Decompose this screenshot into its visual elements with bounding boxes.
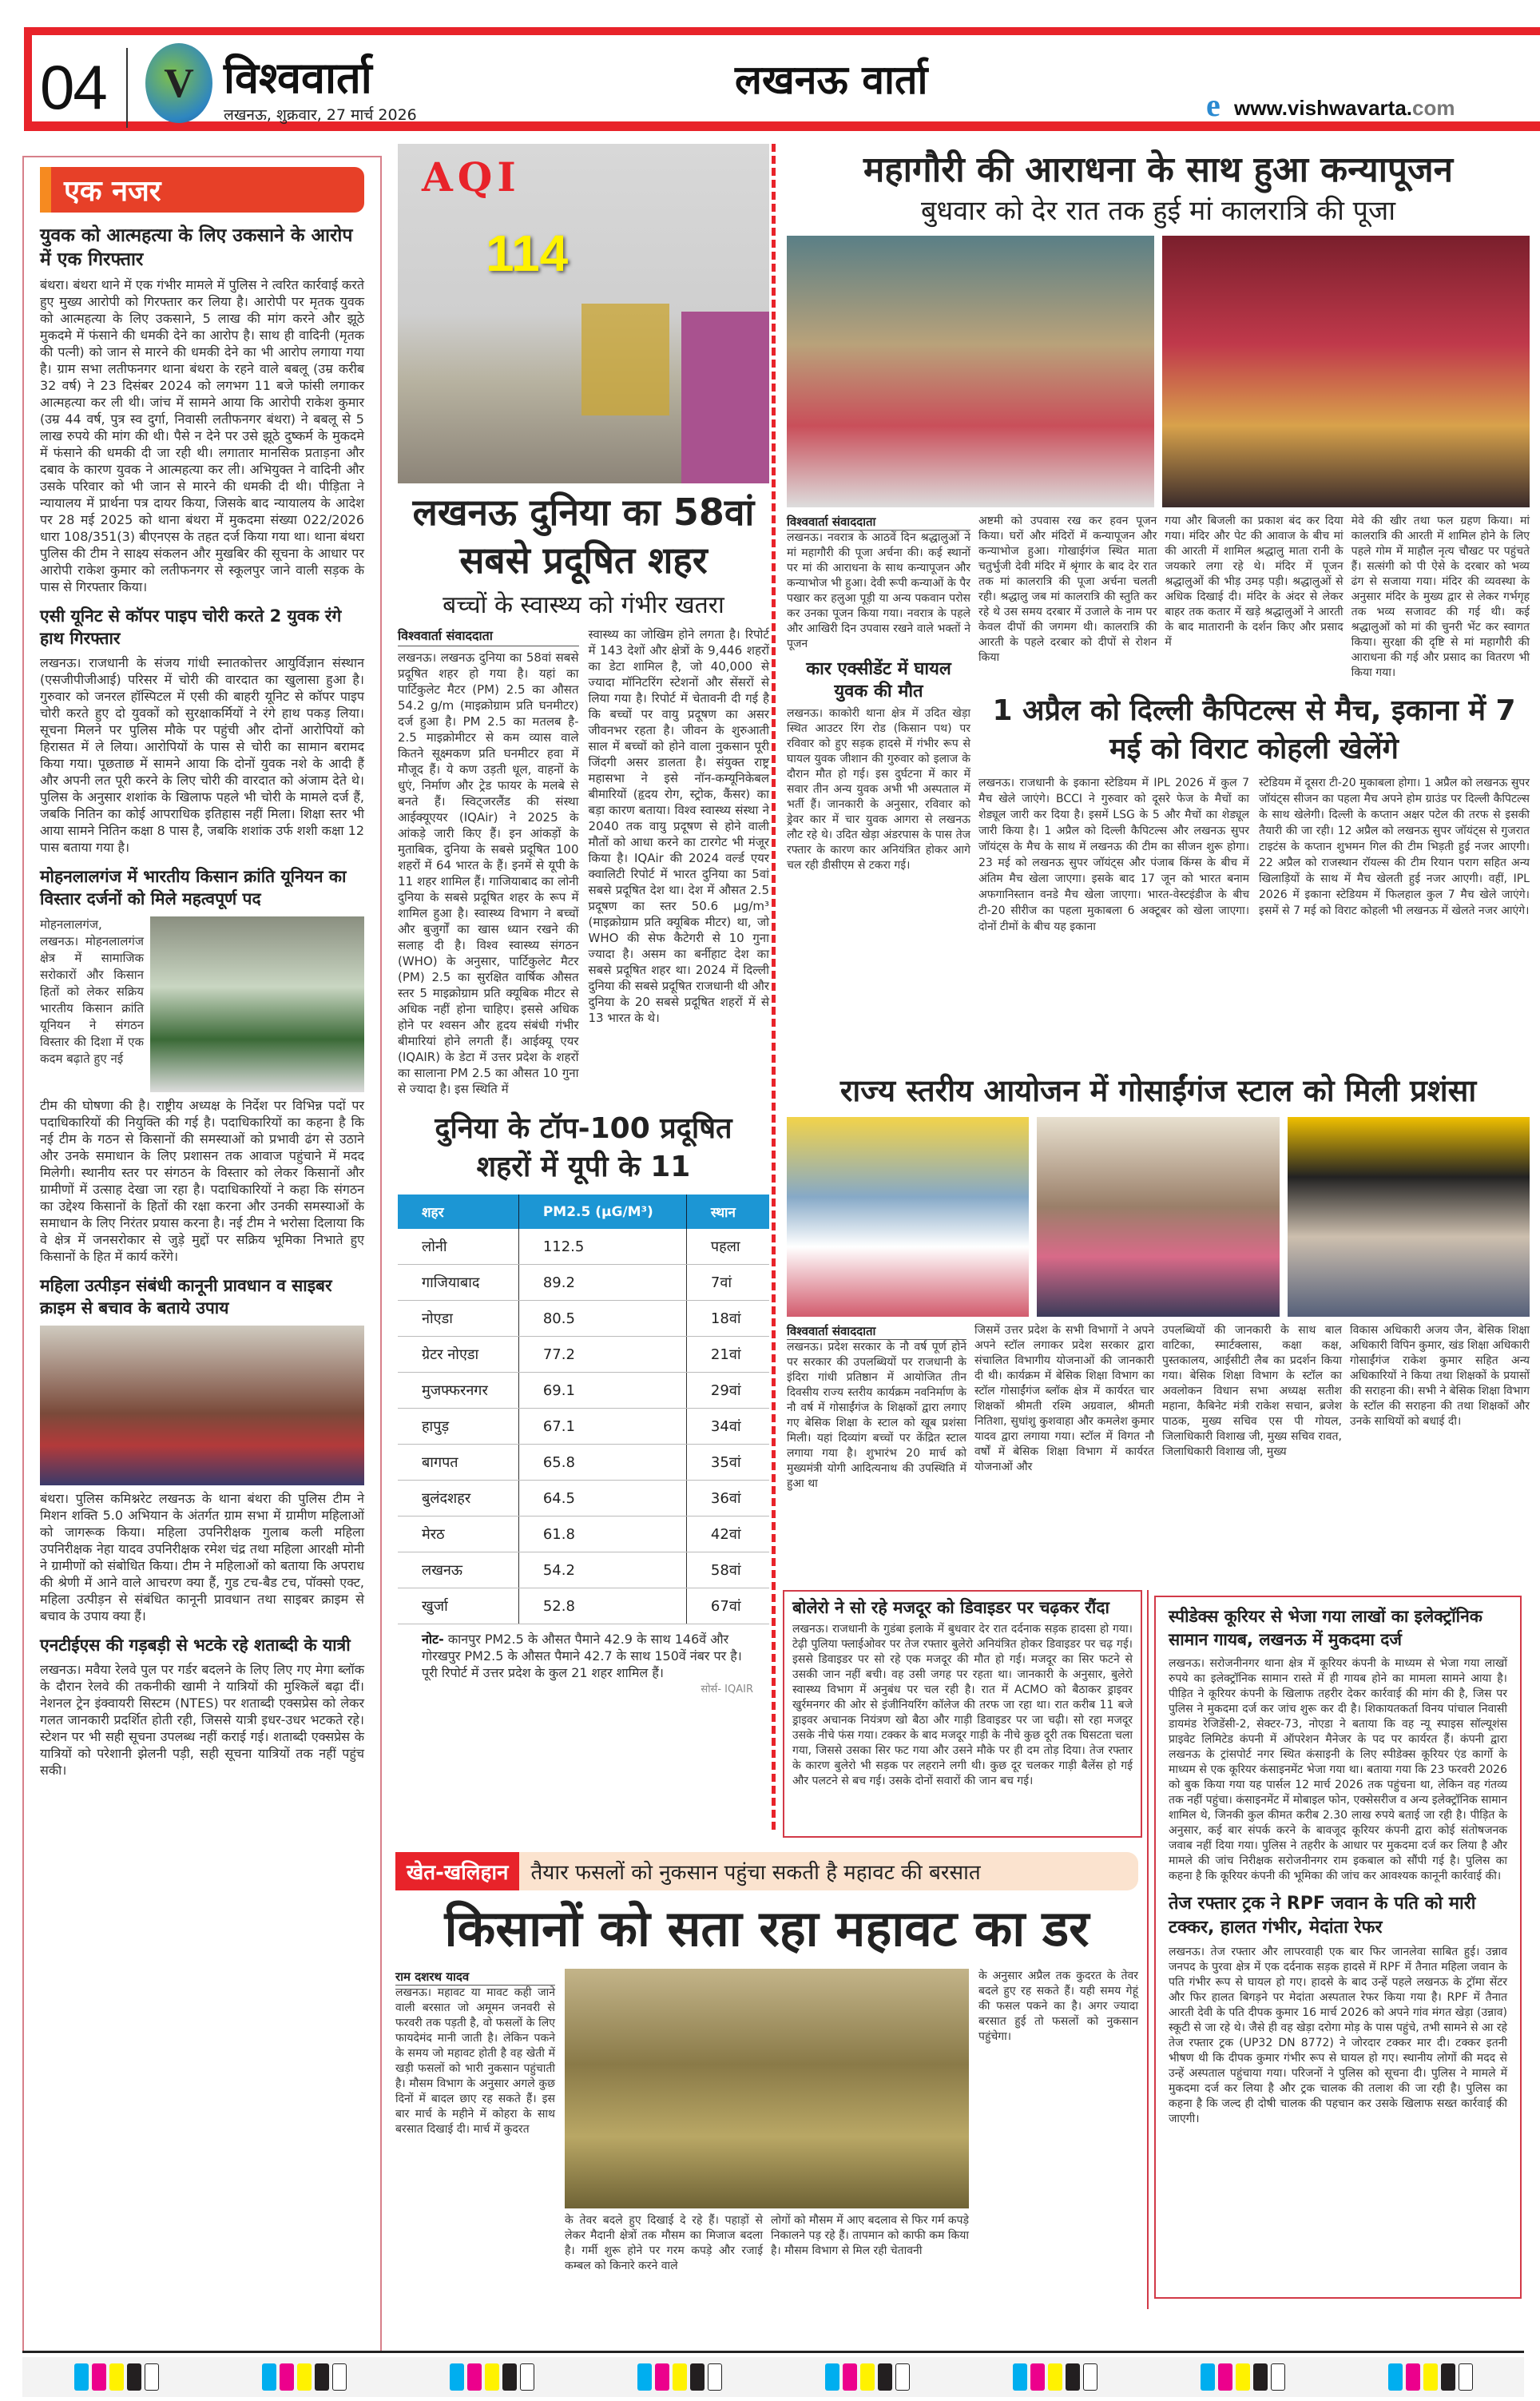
aqi-body-col2: स्वास्थ्य का जोखिम होने लगता है। रिपोर्ट में 143 देशों और क्षेत्रों के 9,446 शहरों का डेटा शामिल है, जो 40,000 से ज्यादा मॉनिटरिंग स्टेशनों और सेंसरों से लिया गया है। रिपोर्ट में चेतावनी दी गई है कि बच्चों पर वायु प्रदूषण का असर जीवनभर रहता है। जीवन के शुरुआती साल में बच्चों को होने वाला नुकसान पूरी जिंदगी असर डालता है। संयुक्त राष्ट्र महासभा ने इसे नॉन-कम्यूनिकेबल बीमारियों (हृदय रोग, स्ट्रोक, कैंसर) का बड़ा कारण बताया। विश्व स्वास्थ्य संस्था ने 2040 तक वायु प्रदूषण से होने वाली मौतों को आधा करने का टारगेट भी मंजूर किया है। IQAir की 2024 वर्ल्ड एयर क्वालिटी रिपोर्ट में भारत दुनिया का 5वां सबसे प्रदूषित देश था। देश में औसत 2.5 प्रदूषण का स्तर 50.6 μg/m³ (माइक्रोग्राम प्रति क्यूबिक मीटर) था, जो WHO की सेफ कैटेगरी से 10 गुना ज्यादा है। असम का बर्नीहाट देश का सबसे प्रदूषित शहर था। 2024 में दिल्ली दुनिया की सबसे प्रदूषित राजधानी थी और दुनिया के 20 सबसे प्रदूषित शहरों में से 13 भारत के थे। [588, 627, 769, 1025]
story-intro: मोहनलालगंज, लखनऊ। मोहनलालगंज क्षेत्र में सामाजिक सरोकारों और किसान हितों को लेकर सक्रिय भारतीय किसान क्रांति यूनियन ने संगठन विस्तार की दिशा में एक कदम बढ़ाते हुए नई [40, 917, 144, 1066]
website-link[interactable] [1234, 96, 1455, 121]
column-header-pm25: PM2.5 (μG/M³) [518, 1195, 686, 1229]
pollution-table [398, 1195, 769, 1624]
cell-city: नोएडा [398, 1301, 518, 1337]
story-body: लखनऊ। राजधानी के संजय गांधी स्नातकोत्तर आयुर्विज्ञान संस्थान (एसजीपीजीआई) परिसर में चोरी की वारदात का खुलासा हुआ है। गुरुवार को जनरल हॉस्पिटल में एसी की बाहरी यूनिट से कॉपर पाइप चोरी करते हुए दो युवकों को सुरक्षाकर्मियों ने रंगे हाथ पकड़ लिया। सूचना मिलने पर पुलिस मौके पर पहुंची और दोनों आरोपियों को हिरासत में ले लिया। आरोपियों के पास से चोरी का सामान बरामद किया गया। पूछताछ में सामने आया कि दोनों युवक नशे के आदी हैं और अपनी लत पूरी करने के लिए चोरी की वारदात को अंजाम देते थे। पुलिस के अनुसार शशांक के खिलाफ पहले भी चोरी के मामले दर्ज हैं, जबकि नितिन का कोई आपराधिक इतिहास नहीं मिला। शिक्षा स्तर भी आया सामने नितिन कक्षा 8 पास है, जबकि शशांक उर्फ शशी कक्षा 12 पास बताया गया है। [40, 655, 365, 855]
farm-body-col4: के अनुसार अप्रैल तक कुदरत के तेवर बदले हुए रह सकते हैं। यही समय गेहूं की फसल पकने का है। अगर ज्यादा बरसात हुई तो फसलों को नुकसान पहुंचेगा। [978, 1970, 1138, 2043]
cell-rank: 36वां [686, 1481, 769, 1517]
cmyk-registration-mark [1201, 2363, 1285, 2391]
table-row [398, 1445, 769, 1481]
aqi-label: AQI [422, 153, 521, 201]
gosainganj-body-col4: विकास अधिकारी अजय जैन, बेसिक शिक्षा अधिकारी विपिन कुमार, खंड शिक्षा अधिकारी गोसाईंगंज राकेश कुमार सहित अन्य अधिकारियों ने किया तथा शिक्षकों के प्रयासों की सराहना की। सभी ने बेसिक शिक्षा विभाग के स्टॉल की सराहना की तथा शिक्षकों और उनके साथियों को बधाई दी। [1350, 1324, 1530, 1428]
navratri-subhead: बुधवार को देर रात तक हुई मां कालरात्रि की पूजा [920, 195, 1396, 227]
ipl-headline: 1 अप्रैल को दिल्ली कैपिटल्स से मैच, इकाना में 7 मई को विराट कोहली खेलेंगे [992, 694, 1516, 765]
courier-body: लखनऊ। सरोजनीनगर थाना क्षेत्र में कूरियर कंपनी के माध्यम से भेजा गया लाखों रुपये का इलेक्ट्रॉनिक सामान रास्ते में ही गायब होने का मामला सामने आया है। पीड़ित ने कूरियर कंपनी के खिलाफ तहरीर देकर कार्रवाई की मांग की है, जिस पर पुलिस ने मुकदमा दर्ज कर जांच शुरू कर दी है। शिकायतकर्ता विनय पांचाल निवासी डायमंड रेजिडेंसी-2, सेक्टर-73, नोएडा ने बताया कि वह न्यू स्पाइस सॉल्यूशंस प्राइवेट लिमिटेड कंपनी में ऑपरेशन मैनेजर के पद पर कार्यरत हैं। कंपनी द्वारा लखनऊ के ट्रांसपोर्ट नगर स्थित कंसाइनी के लिए स्पीडेक्स कूरियर एंड कार्गो के माध्यम से एक कूरियर कंसाइनमेंट भेजा गया था। बताया गया कि 23 फरवरी 2026 को बुक किया गया यह पार्सल 12 मार्च 2026 तक पहुंचना था, लेकिन वह गंतव्य तक नहीं पहुंचा। कंसाइनमेंट में मोबाइल फोन, एक्सेसरीज व अन्य इलेक्ट्रॉनिक सामान शामिल थे, जिनकी कुल कीमत करीब 2.30 लाख रुपये बताई जा रही है। पीड़ित के अनुसार, कई बार संपर्क करने के बावजूद कूरियर कंपनी द्वारा कोई संतोषजनक जवाब नहीं दिया गया। पुलिस ने तहरीर के आधार पर मुकदमा दर्ज कर लिया है और मामले की जांच निरीक्षक सरोजनीनगर राम इकबाल को सौंपी गई है। पुलिस का कहना है कि कूरियर कंपनी की भूमिका की जांच कर आवश्यक कानूनी कार्रवाई की। [1169, 1657, 1507, 1882]
awareness-photo [40, 1326, 364, 1485]
cyclist-shape [681, 312, 769, 483]
table-row [398, 1265, 769, 1301]
cell-rank: 29वां [686, 1373, 769, 1409]
kanya-pujan-photo-1 [787, 236, 1154, 507]
courier-headline: स्पीडेक्स कूरियर से भेजा गया लाखों का इलेक्ट्रॉनिक सामान गायब, लखनऊ में मुकदमा दर्ज [1169, 1607, 1482, 1649]
gosainganj-body-col3: उपलब्धियों की जानकारी के साथ बाल वाटिका, स्मार्टक्लास, कक्षा कक्ष, पुस्तकालय, आईसीटी लैब का प्रदर्शन किया गया। बेसिक शिक्षा विभाग के स्टॉल का अवलोकन विधान सभा अध्यक्ष सतीश महाना, कैबिनेट मंत्री राकेश सचान, ब्रजेश पाठक, मुख्य सचिव एस पी गोयल, जिलाधिकारी विशाख जी, मुख्य सचिव रावत, जिलाधिकारी विशाख जी, मुख्य [1162, 1324, 1342, 1458]
farm-headline: किसानों को सता रहा महावट का डर [444, 1899, 1090, 1958]
bolero-story-box [783, 1590, 1142, 1838]
rpf-body: लखनऊ। तेज रफ्तार और लापरवाही एक बार फिर जानलेवा साबित हुई। उन्नाव जनपद के पुरवा क्षेत्र में एक दर्दनाक सड़क हादसे में RPF में तैनात महिला जवान के पति गंभीर रूप से घायल हो गए। हादसे के बाद उन्हें पहले लखनऊ के ट्रॉमा सेंटर और फिर हालत बिगड़ने पर मेदांता अस्पताल रेफर किया गया है। RPF में तैनात आरती देवी के पति दीपक कुमार 16 मार्च 2026 को अपने गांव मंगत खेड़ा (उन्नाव) स्कूटी से जा रहे थे। जैसे ही वह खेड़ा दरोगा मोड़ के पास पहुंचे, तभी सामने से आ रहे तेज रफ्तार ट्रक (UP32 DN 8772) ने जोरदार टक्कर मार दी। टक्कर इतनी भीषण थी कि दीपक कुमार गंभीर रूप से घायल हो गए। स्थानीय लोगों की मदद से उन्हें अस्पताल पहुंचाया गया। परिजनों ने पुलिस को सूचना दी। पुलिस ने मामले में मुकदमा दर्ज कर लिया है और ट्रक चालक की तलाश की जा रही है। पुलिस का कहना है कि जल्द ही दोषी चालक की पहचान कर उसके खिलाफ सख्त कार्रवाई की जाएगी। [1169, 1946, 1507, 2125]
cell-pm25: 54.2 [518, 1552, 686, 1588]
cell-pm25: 64.5 [518, 1481, 686, 1517]
aqi-column [398, 144, 769, 1830]
ek-nazar-column [22, 156, 382, 2353]
stall-photo-2 [1037, 1117, 1279, 1317]
table-row [398, 1229, 769, 1265]
navratri-headline: महागौरी की आराधना के साथ हुआ कन्यापूजन [863, 149, 1454, 190]
cmyk-registration-mark [1013, 2363, 1097, 2391]
cmyk-registration-mark [637, 2363, 722, 2391]
cell-pm25: 69.1 [518, 1373, 686, 1409]
column-divider-dashed [772, 144, 776, 1830]
left-story-1 [40, 224, 364, 595]
car-accident-body: लखनऊ। काकोरी थाना क्षेत्र में उदित खेड़ा स्थित आउटर रिंग रोड (किसान पथ) पर रविवार को हुए सड़क हादसे में गंभीर रूप से घायल युवक जीशान की गुरुवार को इलाज के दौरान मौत हो गई। इस दुर्घटना में कार में सवार तीन अन्य युवक अभी भी अस्पताल में भर्ती हैं। जानकारी के अनुसार, रविवार को ड्रेवर कार में चार युवक आगरा से लखनऊ लौट रहे थे। उदित खेड़ा अंडरपास के पास तेज रफ्तार के कारण कार अनियंत्रित होकर आगे चल रही डीसीएम से टकरा गई। [787, 707, 970, 872]
table-title: दुनिया के टॉप-100 प्रदूषित शहरों में यूपी के 11 [435, 1112, 732, 1183]
cmyk-registration-mark [1388, 2363, 1473, 2391]
story-headline: एनटीईएस की गड़बड़ी से भटके रहे शताब्दी के यात्री [40, 1636, 351, 1655]
farm-byline: राम दशरथ यादव [395, 1969, 555, 1986]
section-title: लखनऊ वार्ता [735, 57, 928, 103]
table-row [398, 1481, 769, 1517]
farm-story [395, 1852, 1138, 2274]
left-story-5 [40, 1634, 364, 1779]
table-row [398, 1588, 769, 1624]
rpf-headline: तेज रफ्तार ट्रक ने RPF जवान के पति को मारी टक्कर, हालत गंभीर, मेदांता रेफर [1169, 1894, 1476, 1938]
cell-rank: 34वां [686, 1409, 769, 1445]
cell-rank: 35वां [686, 1445, 769, 1481]
note-text: कानपुर PM2.5 के औसत पैमाने 42.9 के साथ 146वें और गोरखपुर PM2.5 के औसत पैमाने 42.7 के साथ 150वें नंबर पर है। पूरी रिपोर्ट में उत्तर प्रदेश के कुल 21 शहर शामिल हैं। [422, 1632, 742, 1680]
story-body: टीम की घोषणा की है। राष्ट्रीय अध्यक्ष के निर्देश पर विभिन्न पदों पर पदाधिकारियों की नियुक्ति की गई है। पदाधिकारियों का कहना है कि नई टीम के गठन से किसानों की समस्याओं को प्रभावी ढंग से उठाने और उनके समाधान के लिए प्रशासन तक आवाज पहुंचाने में मदद मिलेगी। स्थानीय स्तर पर संगठन के विस्तार को लेकर किसानों और ग्रामीणों में उत्साह देखा जा रहा है। पदाधिकारियों ने कहा कि संगठन का उद्देश्य किसानों के हितों की रक्षा करना और उनकी समस्याओं के समाधान के लिए निरंतर प्रयास करना है। नई टीम ने भरोसा दिलाया कि वे क्षेत्र में जनसरोकार से जुड़े मुद्दों पर सक्रिय भूमिका निभाते हुए किसानों के हित में कार्य करेंगे। [40, 1098, 364, 1264]
cell-rank: 21वां [686, 1337, 769, 1373]
aqi-subhead: बच्चों के स्वास्थ्य को गंभीर खतरा [443, 591, 724, 619]
website-main: www.vishwavarta. [1234, 96, 1413, 120]
navratri-body-col2: अष्टमी को उपवास रख कर हवन पूजन किया। घरों और मंदिरों में कन्यापूजन और कन्याभोज हुआ। गोखाईगंज स्थित माता चतुर्भुजी देवी मंदिर में श्रृंगार के बाद देर रात तक मां कालरात्रि की पूजा अर्चना चलती रही। श्रद्धालु जब मां कालरात्रि की स्तुति कर रहे थे उस समय दरबार में उजाले के नाम पर केवल दीपों की जगमग थी। कालरात्रि की आरती के पहले दरबार को दीपों से रोशन किया [978, 515, 1157, 664]
farm-body-col2: के तेवर बदले हुए दिखाई दे रहे हैं। पहाड़ों से लेकर मैदानी क्षेत्रों तक मौसम का मिजाज बदला है। गर्मी शुरू होने पर गरम कपड़े और रजाई कम्बल को किनारे करने वाले [565, 2214, 763, 2272]
cell-pm25: 61.8 [518, 1517, 686, 1552]
cell-city: बागपत [398, 1445, 518, 1481]
left-story-2 [40, 605, 364, 856]
cell-rank: 18वां [686, 1301, 769, 1337]
cmyk-registration-mark [262, 2363, 347, 2391]
table-row [398, 1301, 769, 1337]
left-story-3 [40, 865, 364, 1265]
courier-rpf-box [1154, 1596, 1522, 2299]
cell-pm25: 80.5 [518, 1301, 686, 1337]
table-row [398, 1517, 769, 1552]
ipl-body-col1: लखनऊ। राजधानी के इकाना स्टेडियम में IPL 2026 में कुल 7 मैच खेले जाएंगे। BCCI ने गुरुवार को दूसरे फेज के मैचों का शेड्यूल जारी कर दिया है। इसमें LSG के 5 और मैचों का शेड्यूल जारी किया है। 1 अप्रैल को दिल्ली कैपिटल्स और लखनऊ सुपर जॉयंट्स के मैच के साथ में लखनऊ की टीम का सीजन शुरू होगा। 23 मई को लखनऊ सुपर जॉयंट्स और पंजाब किंग्स के बीच में अंतिम मैच खेला जाएगा। इसके बाद 17 जून को भारत बनाम अफगानिस्तान वनडे मैच खेला जाएगा। भारत-वेस्टइंडीज के बीच टी-20 सीरीज का पहला मुकाबला 6 अक्टूबर को खेला जाएगा। दोनों टीमों के बीच यह इकाना [978, 777, 1249, 933]
cell-rank: पहला [686, 1229, 769, 1265]
brand-name: विश्ववार्ता [224, 53, 372, 103]
column-header-city: शहर [398, 1195, 518, 1229]
farm-body-col1: लखनऊ। महावट या मावट कही जाने वाली बरसात जो अमूमन जनवरी से फरवरी तक पड़ती है, वो फसलों के लिए फायदेमंद मानी जाती है। लेकिन पकने के समय जो महावट होती है वह खेती में खड़ी फसलों को भारी नुकसान पहुंचाती है। मौसम विभाग के अनुसार अगले कुछ दिनों में बादल छाए रह सकते हैं। इस बार मार्च के महीने में कोहरा के साथ बरसात दिखाई दी। मार्च में कुदरत [395, 1986, 555, 2136]
cell-city: मुजफ्फरनगर [398, 1373, 518, 1409]
table-row [398, 1337, 769, 1373]
navratri-body-col1: लखनऊ। नवरात्र के आठवें दिन श्रद्धालुओं ने मां महागौरी की पूजा अर्चना की। कई स्थानों पर मां की आराधना के साथ कन्यापूजन और कन्याभोज भी हुआ। देवी रूपी कन्याओं के पैर पखार कर हलुआ पूड़ी या अन्य पकवान परोस कर उनका पूजन किया गया। नवरात्र के पहले और आखिरी दिन उपवास रखने वाले भक्तों ने पूजन [787, 531, 970, 650]
farm-tag: खेत-खलिहान [395, 1852, 519, 1890]
ipl-body-col2: स्टेडियम में दूसरा टी-20 मुकाबला होगा। 1 अप्रैल को लखनऊ सुपर जॉयंट्स सीजन का पहला मैच अपने होम ग्राउंड पर दिल्ली कैपिटल्स के साथ खेलेगी। दिल्ली के कप्तान अक्षर पटेल की तरफ से इसकी तैयारी की जा रही। 12 अप्रैल को लखनऊ सुपर जॉयंट्स से गुजरात टाइटंस के कप्तान शुभमन गिल की टीम भिड़ती हुई नजर आएगी। 22 अप्रैल को राजस्थान रॉयल्स की टीम रियान पराग सहित अन्य खिलाड़ियों के साथ में मैच खेलती हुई नजर आएगी। वहीं, IPL 2026 में इकाना स्टेडियम में फिलहाल कुल 7 मैच खेले जाएंगे। इसमें से 7 मई को विराट कोहली भी लखनऊ में खेलते नजर आएंगे। [1259, 777, 1530, 917]
byline: विश्ववार्ता संवाददाता [398, 626, 579, 646]
globe-logo-icon: V [145, 43, 212, 123]
gosainganj-story [787, 1071, 1530, 1492]
cell-pm25: 77.2 [518, 1337, 686, 1373]
aqi-body-col1: लखनऊ। लखनऊ दुनिया का 58वां सबसे प्रदूषित शहर हो गया है। यहां का पार्टिकुलेट मैटर (PM) 2.5 का औसत 54.2 g/m (माइक्रोग्राम प्रति घनमीटर) दर्ज हुआ है। PM 2.5 का मतलब है- 2.5 माइक्रोमीटर से कम व्यास वाले कितने सूक्ष्मकण प्रति घनमीटर हवा में मौजूद हैं। ये कण उड़ती धूल, वाहनों के धुएं, निर्माण और ट्रेड फायर के मलबे से बनते हैं। स्विट्जरलैंड की संस्था आईक्यूएयर (IQAir) ने 2025 के आंकड़े जारी किए हैं। इन आंकड़ों के मुताबिक, दुनिया के सबसे प्रदूषित 100 शहरों में 64 भारत के हैं। इनमें से यूपी के 11 शहर शामिल हैं। गाजियाबाद का लोनी दुनिया के सबसे प्रदूषित शहर के रूप में शामिल हुआ है। स्वास्थ्य विभाग ने बच्चों और बुजुर्गों का खास ध्यान रखने की सलाह दी है। विश्व स्वास्थ्य संगठन (WHO) के अनुसार, पार्टिकुलेट मैटर (PM) 2.5 का सुरक्षित वार्षिक औसत स्तर 5 माइक्रोग्राम प्रति क्यूबिक मीटर से अधिक नहीं होना चाहिए। इससे अधिक होने पर श्वसन और हृदय संबंधी गंभीर बीमारियां होने लगती हैं। आईक्यू एयर (IQAIR) के डेटा में उत्तर प्रदेश के शहरों का सालाना PM 2.5 का औसत 10 गुना से ज्यादा है। इस स्थिति में [398, 650, 579, 1096]
smog-traffic-photo [398, 144, 769, 483]
cell-city: खुर्जा [398, 1588, 518, 1624]
story-headline: युवक को आत्महत्या के लिए उकसाने के आरोप में एक गिरफ्तार [40, 225, 353, 270]
farm-kicker: तैयार फसलों को नुकसान पहुंचा सकती है महावट की बरसात [530, 1861, 981, 1885]
browser-e-icon: e [1206, 87, 1220, 123]
car-accident-headline: कार एक्सीडेंट में घायल युवक की मौत [806, 659, 951, 702]
navratri-body-col3: गया और बिजली का प्रकाश बंद कर दिया गया। मंदिर और पेट की आवाज के बीच मां की आरती में शामिल श्रद्धालु माता रानी के जयकारे लगा रहे थे। मंदिर में पूजन श्रद्धालुओं की भीड़ उमड़ पड़ी। श्रद्धालुओं से अधिक दिखाई दी। मंदिर के अंदर से लेकर बाहर तक कतार में खड़े श्रद्धालुओं ने आरती के बाद मातारानी के दर्शन किए और प्रसाद में [1165, 515, 1344, 649]
gosainganj-body-col1: लखनऊ। प्रदेश सरकार के नौ वर्ष पूर्ण होने पर सरकार की उपलब्धियों पर राजधानी के इंदिरा गांधी प्रतिष्ठान में आयोजित तीन दिवसीय राज्य स्तरीय कार्यक्रम नवनिर्माण के नौ वर्ष में गोसाईंगंज के शिक्षकों द्वारा लगाए गए बेसिक शिक्षा के स्टाल को खूब प्रशंसा मिली। यहां दिव्यांग बच्चों पर केंद्रित स्टाल लगाया गया है। शुभारंभ 20 मार्च को मुख्यमंत्री योगी आदित्यनाथ की उपस्थिति में हुआ था [787, 1341, 966, 1490]
story-body: बंथरा। बंथरा थाने में एक गंभीर मामले में पुलिस ने त्वरित कार्रवाई करते हुए मुख्य आरोपी को गिरफ्तार कर लिया है। आरोपी पर मृतक युवक को आत्महत्या के लिए उकसाने, 5 लाख की मांग करने और झूठे मुकदमे में फंसाने की धमकी देने का आरोप है। साथ ही वादिनी (मृतक की पत्नी) को जान से मारने की धमकी देने का भी आरोप लगाया गया है। ग्राम सभा लतीफनगर थाना बंथरा के रहने वाले बबलू (उम्र करीब 32 वर्ष) ने 23 दिसंबर 2024 को लगभग 11 बजे फांसी लगाकर आत्महत्या कर ली थी। जांच में सामने आया कि आरोपी राकेश कुमार (उम्र 44 वर्ष, पुत्र स्व दुर्गा, निवासी लतीफनगर बंथरा) ने बबलू से 5 लाख रुपये की मांग की थी। पैसे न देने पर उसे झूठे दुष्कर्म के मुकदमे में फंसाने की धमकी दी जा रही थी। लगातार मानसिक प्रताड़ना और दबाव के कारण युवक ने आत्महत्या कर ली। अभियुक्त ने वादिनी और उसके परिवार को भी जान से मारने की धमकी दी थी। पीड़िता ने न्यायालय में प्रार्थना पत्र दायर किया, जिसके बाद न्यायालय के आदेश पर 28 मई 2025 को थाना बंथरा में मुकदमा संख्या 022/2026 धारा 108/351(3) बीएनएस के तहत दर्ज किया गया था। थाना बंथरा पुलिस की टीम ने साक्ष्य संकलन और मुखबिर की सूचना के आधार पर आरोपी राकेश कुमार को लतीफनगर से स्कूलपुर जाने वाली सड़क के पास से गिरफ्तार किया। [40, 277, 364, 594]
cell-pm25: 52.8 [518, 1588, 686, 1624]
story-headline: मोहनलालगंज में भारतीय किसान क्रांति यूनियन का विस्तार दर्जनों को मिले महत्वपूर्ण पद [40, 867, 347, 908]
wheat-field-photo [565, 1969, 969, 2208]
cell-rank: 67वां [686, 1588, 769, 1624]
cell-rank: 58वां [686, 1552, 769, 1588]
footer-rule [22, 2351, 1524, 2353]
bolero-body: लखनऊ। राजधानी के गुडंबा इलाके में बुधवार देर रात दर्दनाक सड़क हादसा हो गया। टेढ़ी पुलिया फ्लाईओवर पर तेज रफ्तार बुलेरो अनियंत्रित होकर डिवाइडर पर चढ़ गई। इससे डिवाइडर पर सो रहे एक मजदूर की मौत हो गई। मजदूर का सिर फटने से उसकी जान नहीं बची। वह उसी जगह पर रहता था। जानकारी के अनुसार, बुलेरो स्वास्थ्य विभाग में अनुबंध पर चल रही है। रात में ACMO को बैठाकर ड्राइवर खुर्रमनगर की ओर से इंजीनियरिंग कॉलेज की तरफ जा रहा था। रात करीब 11 बजे ड्राइवर अचानक नियंत्रण खो बैठा और गाड़ी डिवाइडर पर जा चढ़ी। सो रहा मजदूर उसके नीचे फंस गया। टक्कर के बाद मजदूर गाड़ी के नीचे कुछ दूरी तक घिसटता चला गया, जिससे उसका सिर फट गया और उसने मौके पर ही दम तोड़ दिया। तेज रफ्तार के कारण बुलेरो भी सड़क पर लहराने लगी थी। कुछ दूर चलकर गाड़ी बैलेंस हो गई और पलटने से बच गई। उसके दोनों सवारों की जान बच गई। [792, 1623, 1133, 1787]
cell-city: ग्रेटर नोएडा [398, 1337, 518, 1373]
note-label: नोट- [422, 1632, 444, 1647]
left-story-4 [40, 1274, 364, 1624]
cell-city: लोनी [398, 1229, 518, 1265]
stall-photo-1 [787, 1117, 1029, 1317]
masthead-divider [126, 48, 128, 128]
right-column-rule [1147, 1590, 1149, 2309]
column-header-rank: स्थान [686, 1195, 769, 1229]
cell-pm25: 112.5 [518, 1229, 686, 1265]
bolero-headline: बोलेरो ने सो रहे मजदूर को डिवाइडर पर चढ़कर रौंदा [792, 1598, 1109, 1617]
table-row [398, 1373, 769, 1409]
gosainganj-headline: राज्य स्तरीय आयोजन में गोसाईंगंज स्टाल को मिली प्रशंसा [839, 1073, 1477, 1108]
byline: विश्ववार्ता संवाददाता [787, 1323, 966, 1340]
navratri-story [787, 148, 1530, 935]
cell-pm25: 65.8 [518, 1445, 686, 1481]
page-number: 04 [40, 52, 106, 122]
table-row [398, 1409, 769, 1445]
cmyk-strip [22, 2357, 1524, 2397]
cell-pm25: 89.2 [518, 1265, 686, 1301]
stall-photo-3 [1288, 1117, 1530, 1317]
gosainganj-body-col2: जिसमें उत्तर प्रदेश के सभी विभागों ने अपने अपने स्टॉल लगाकर प्रदेश सरकार द्वारा संचालित विभागीय योजनाओं की जानकारी दी थी। कार्यक्रम में बेसिक शिक्षा विभाग का स्टॉल गोसाईंगंज ब्लॉक क्षेत्र में कार्यरत चार शिक्षकों श्रीमती रश्मि अग्रवाल, श्रीमती नितिशा, सुधांशु कुशवाहा और कमलेश कुमार यादव द्वारा लगाया गया। स्टॉल में विगत नौ वर्षों में बेसिक शिक्षा विभाग में कार्यरत योजनाओं और [974, 1324, 1154, 1473]
cell-city: हापुड़ [398, 1409, 518, 1445]
cmyk-registration-mark [450, 2363, 534, 2391]
cell-city: बुलंदशहर [398, 1481, 518, 1517]
ek-nazar-ribbon: एक नजर [40, 167, 364, 213]
kisan-union-photo [150, 916, 364, 1092]
cmyk-registration-mark [74, 2363, 159, 2391]
table-source: सोर्स- IQAIR [701, 1683, 753, 1695]
bus-shape [581, 304, 669, 415]
cell-rank: 7वां [686, 1265, 769, 1301]
navratri-body-col4: मेवे की खीर तथा फल ग्रहण किया। मां कालरात्रि की आरती में शामिल होने के लिए पहले गोम में माहौल नृत्य चौखट पर पहुंचते हैं। सत्संगी को पी ऐसे के दरबार को भव्य ढंग से सजाया गया। मंदिर की व्यवस्था के अनुसार मंदिर के मुख्य द्वार से लेकर गर्भगृह तक भव्य सजावट की गई थी। कई श्रद्धालुओं को मां की चुनरी भेंट कर स्वागत किया। सुरक्षा की दृष्टि से मां महागौरी की आराधना की गई और प्रसाद का वितरण भी किया गया। [1351, 515, 1530, 679]
cell-city: लखनऊ [398, 1552, 518, 1588]
website-tld: com [1412, 96, 1455, 120]
aqi-value: 114 [486, 225, 569, 282]
story-headline: एसी यूनिट से कॉपर पाइप चोरी करते 2 युवक रंगे हाथ गिरफ्तार [40, 606, 342, 648]
byline: विश्ववार्ता संवाददाता [787, 514, 970, 531]
kanya-pujan-photo-2 [1162, 236, 1530, 507]
cell-rank: 42वां [686, 1517, 769, 1552]
table-row [398, 1552, 769, 1588]
dateline: लखनऊ, शुक्रवार, 27 मार्च 2026 [224, 106, 417, 124]
story-headline: महिला उत्पीड़न संबंधी कानूनी प्रावधान व साइबर क्राइम से बचाव के बताये उपाय [40, 1276, 332, 1318]
cell-pm25: 67.1 [518, 1409, 686, 1445]
cell-city: गाजियाबाद [398, 1265, 518, 1301]
story-body: बंथरा। पुलिस कमिश्नरेट लखनऊ के थाना बंथरा की पुलिस टीम ने मिशन शक्ति 5.0 अभियान के अंतर्गत ग्राम सभा में ग्रामीण महिलाओं को जागरूक किया। महिला उपनिरीक्षक गुलाब कली महिला उपनिरीक्षक नेहा यादव उपनिरीक्षक रमेश चंद्र तथा महिला आरक्षी मोनी ने ग्रामीणों को संबोधित किया। टीम ने महिलाओं को बताया कि अपराध की श्रेणी में आने वाले आचरण क्या हैं, गुड टच-बैड टच, पॉक्सो एक्ट, महिला उत्पीड़न से संबंधित कानूनी प्रावधान तथा साइबर क्राइम से बचाव के उपाय क्या हैं। [40, 1491, 364, 1624]
table-note [398, 1631, 769, 1681]
farm-body-col3: लोगों को मौसम में आए बदलाव से फिर गर्म कपड़े निकालने पड़ रहे हैं। तापमान को काफी कम किया है। मौसम विभाग से मिल रही चेतावनी [771, 2214, 969, 2257]
story-body: लखनऊ। मवैया रेलवे पुल पर गर्डर बदलने के लिए लिए गए मेगा ब्लॉक के दौरान रेलवे की तकनीकी खामी ने यात्रियों की मुश्किलें बढ़ा दीं। नेशनल ट्रेन इंक्वायरी सिस्टम (NTES) पर शताब्दी एक्सप्रेस को लेकर गलत जानकारी प्रदर्शित होती रही, जिससे यात्री इधर-उधर भटकते रहे। स्टेशन पर भी सही सूचना उपलब्ध नहीं कराई गई। शताब्दी एक्सप्रेस के यात्रियों को परेशानी झेलनी पड़ी, सही सूचना यात्रियों तक नहीं पहुंच सकी। [40, 1662, 364, 1778]
cell-city: मेरठ [398, 1517, 518, 1552]
cmyk-registration-mark [825, 2363, 910, 2391]
aqi-headline: लखनऊ दुनिया का 58वां सबसे प्रदूषित शहर [412, 491, 755, 582]
